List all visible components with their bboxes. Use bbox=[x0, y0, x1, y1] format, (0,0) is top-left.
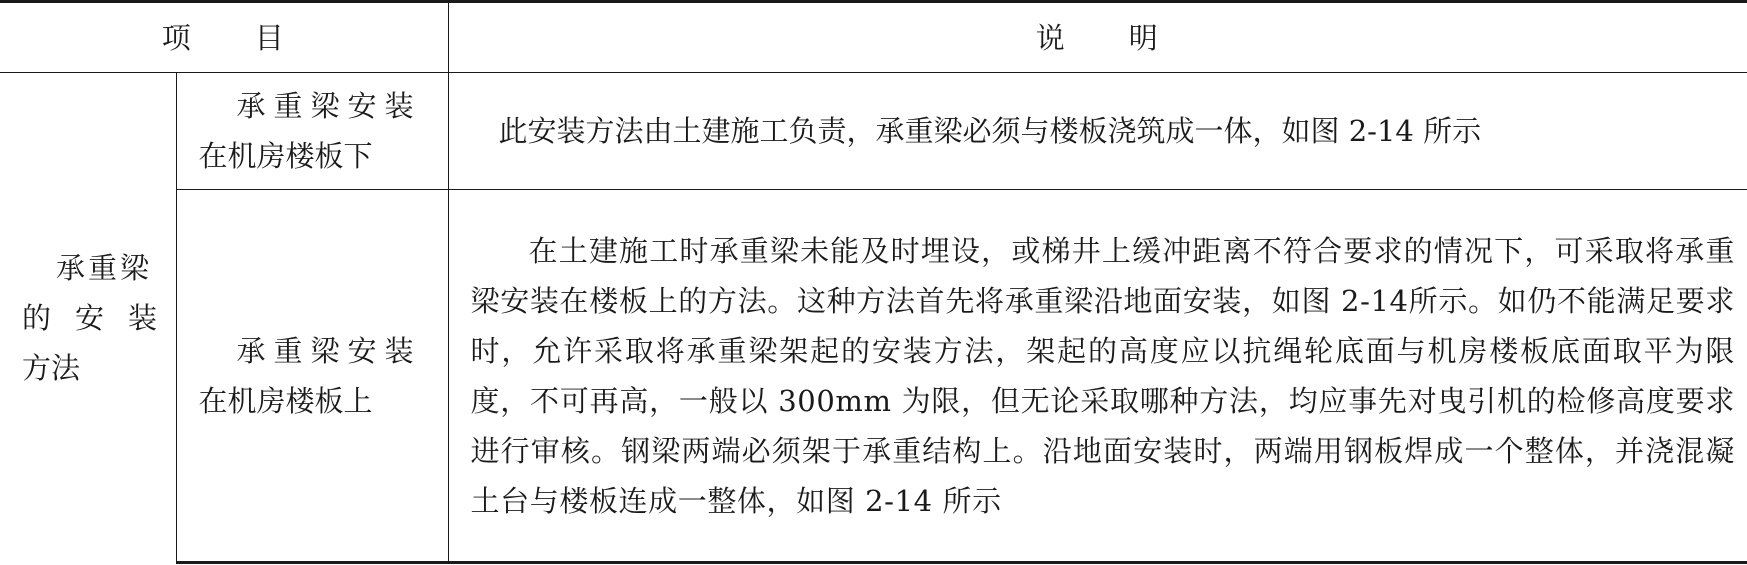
main-item-line: 承重梁 bbox=[56, 250, 153, 285]
description-cell bbox=[448, 190, 1747, 563]
header-item: 项 目 bbox=[0, 2, 448, 73]
sub-item-line: 在机房楼板下 bbox=[198, 139, 373, 173]
description-cell bbox=[448, 73, 1747, 190]
sub-item-line: 承重梁安装 bbox=[236, 89, 422, 123]
main-item-cell bbox=[0, 73, 182, 563]
sub-item-line: 承重梁安装 bbox=[236, 333, 422, 368]
description-text: 此安装方法由土建施工负责，承重梁必须与楼板浇筑成一体，如图 2-14 所示 bbox=[498, 114, 1482, 148]
sub-item-line: 在机房楼板上 bbox=[198, 383, 373, 418]
sub-item-cell bbox=[176, 190, 448, 563]
header-description: 说 明 bbox=[448, 2, 1747, 73]
main-item-line: 的安装 bbox=[22, 300, 182, 335]
table-header-row bbox=[0, 2, 1747, 73]
sub-item-cell bbox=[176, 73, 448, 190]
description-text: 在土建施工时承重梁未能及时埋设，或梯井上缓冲距离不符合要求的情况下，可采取将承重梁安装在楼板上的方法。这种方法首先将承重梁沿地面安装，如图 2-14所示。如仍不能满足要求时，允许采取将承重梁架起的安装方法，架起的高度应以抗绳轮底面与机房楼板底面取平为限度，不可再高，一般以 300mm 为限，但无论采取哪种方法，均应事先对曳引机的检修高度要求进行审核。钢梁两端必须架于承重结构上。沿地面安装时，两端用钢板焊成一个整体，并浇混凝土台与楼板连成一整体，如图 2-14 所示 bbox=[470, 233, 1736, 518]
table-row bbox=[0, 73, 1747, 190]
table-row bbox=[0, 190, 1747, 563]
main-item-line: 方法 bbox=[22, 350, 81, 385]
